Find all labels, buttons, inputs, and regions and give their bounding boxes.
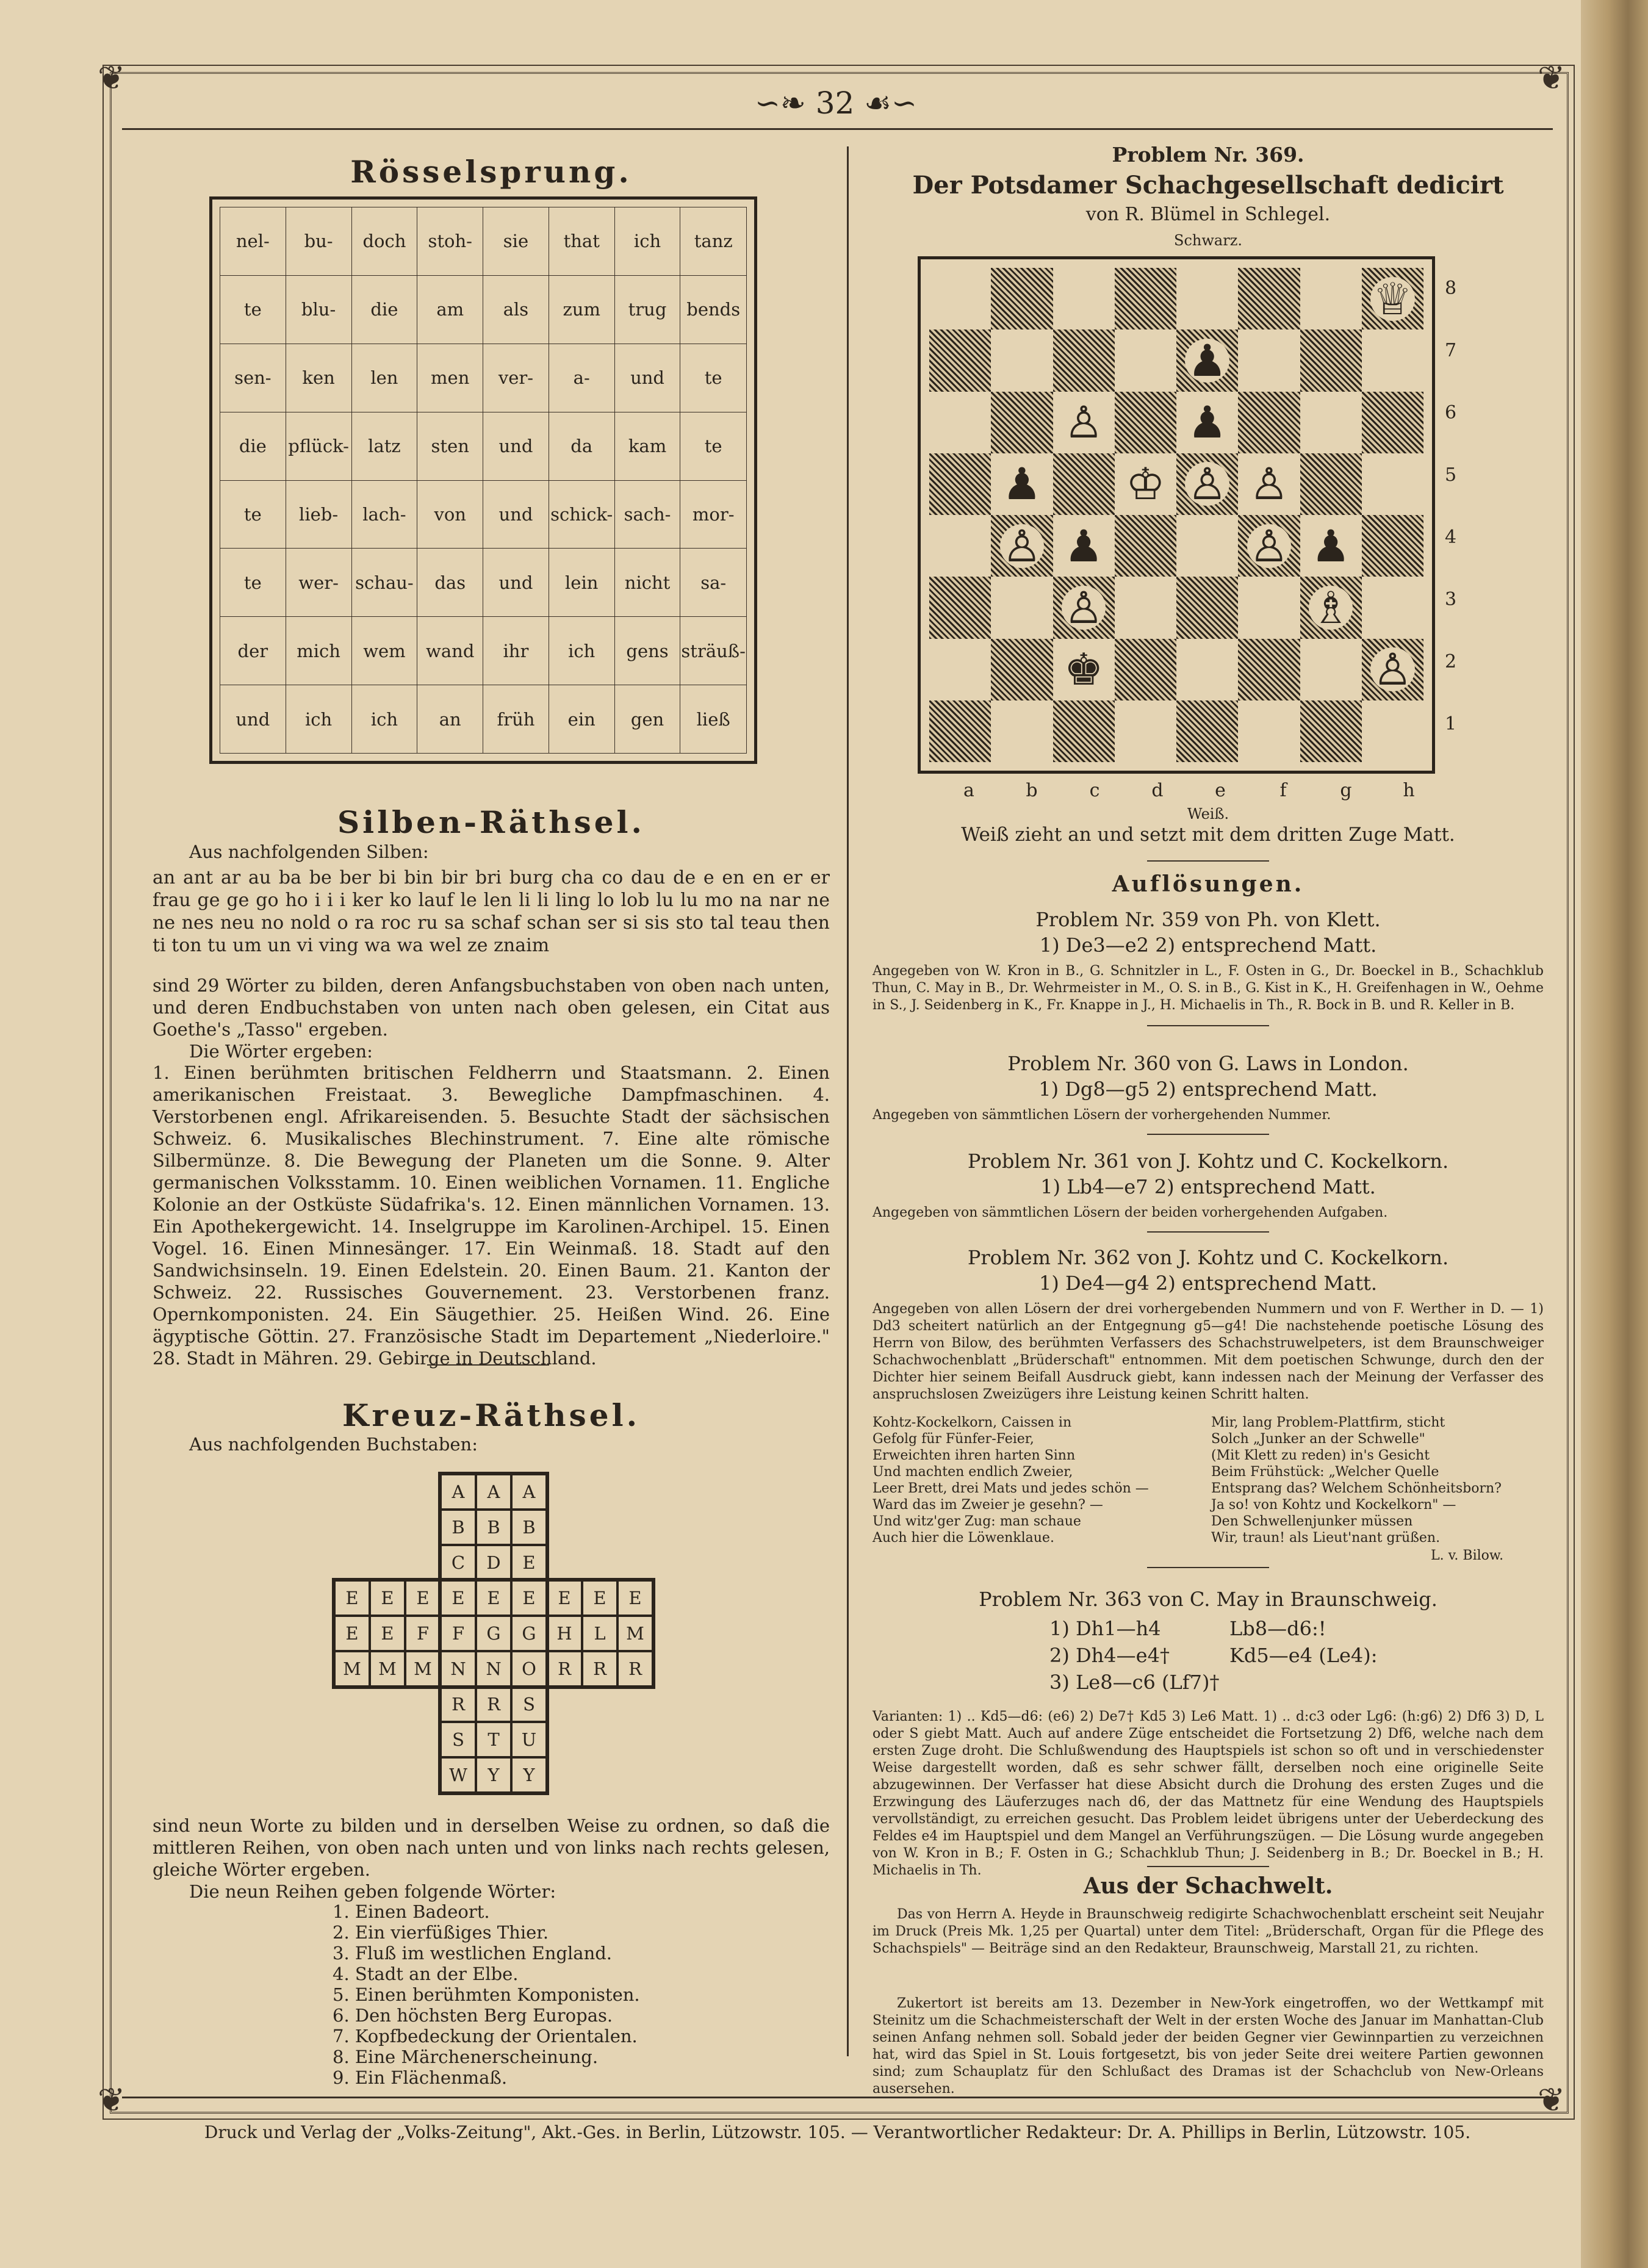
board-square-e1	[1176, 700, 1238, 762]
knight-grid-cell: bu-	[286, 207, 351, 276]
knight-grid-cell: wem	[351, 617, 417, 685]
knight-grid-cell: nicht	[614, 549, 680, 617]
board-square-c1	[1053, 700, 1115, 762]
cross-cell: F	[441, 1616, 476, 1651]
solution-360-solvers: Angegeben von sämmtlichen Lösern der vorhergehenden Nummer.	[873, 1107, 1331, 1123]
knight-grid-cell: pflück-	[286, 412, 351, 480]
cross-cell: H	[547, 1616, 582, 1651]
board-square-b1	[991, 700, 1052, 762]
cross-cell: W	[441, 1757, 476, 1793]
file-label: d	[1151, 780, 1164, 801]
cross-cell: U	[511, 1722, 547, 1757]
black-pawn-g4-icon: ♟	[1300, 515, 1362, 577]
knight-grid-cell: te	[680, 344, 747, 412]
cross-cell: E	[370, 1580, 405, 1616]
solution-363-heading: Problem Nr. 363 von C. May in Braunschweig.	[979, 1588, 1438, 1611]
board-square-g7	[1300, 329, 1362, 391]
board-square-a6	[929, 392, 991, 453]
section-rule	[427, 1364, 549, 1366]
cross-cell: E	[511, 1580, 547, 1616]
knight-grid-cell: sträuß-	[680, 617, 747, 685]
cross-cell: C	[441, 1545, 476, 1580]
white-pawn-b4-icon: ♙	[991, 515, 1052, 577]
knight-grid-cell: te	[680, 412, 747, 480]
white-pawn-f4-icon: ♙	[1238, 515, 1300, 577]
knight-grid-cell: sie	[483, 207, 549, 276]
cross-cell: A	[441, 1474, 476, 1510]
cross-cell: G	[476, 1616, 511, 1651]
cross-cell: E	[370, 1616, 405, 1651]
knight-grid-cell: ken	[286, 344, 351, 412]
chess-world-paragraph-1: Das von Herrn A. Heyde in Braunschweig redigirte Schachwochenblatt erscheint seit Neujahr im Druck (Preis Mk. 1,25 per Quartal) unter dem Titel: „Brüderschaft, Organ für die Pflege des Schachspiels" — Beiträge sind an den Redakteur, Braunschweig, Marstall 21, zu richten.	[873, 1907, 1544, 1956]
cross-cell: Y	[476, 1757, 511, 1793]
syllable-list: an ant ar au ba be ber bi bin bir bri burg cha co dau de e en en er er frau ge ge go ho i i i ker ko lauf le len li li ling lo lob lu lu mo na nar ne ne nes neu no nold o ra roc ru sa schaf schan ser si sis sto tal teau then ti ton tu um un vi ving wa wa wel ze znaim	[153, 867, 830, 956]
knight-grid-cell: schick-	[549, 480, 614, 549]
solution-363-white-move: 1) Dh1—h4	[1049, 1617, 1161, 1640]
cross-cell: R	[617, 1651, 653, 1687]
knight-grid-cell: als	[483, 275, 549, 344]
solution-359-heading: Problem Nr. 359 von Ph. von Klett.	[1035, 908, 1381, 931]
cross-cell: R	[582, 1651, 617, 1687]
knight-grid-cell: ließ	[680, 685, 747, 754]
white-label: Weiß.	[1187, 805, 1229, 823]
knight-grid-cell: mich	[286, 617, 351, 685]
cross-cell: R	[441, 1687, 476, 1722]
cross-clue: 5. Einen berühmten Komponisten.	[333, 1984, 640, 2005]
solution-360-moves: 1) Dg8—g5 2) entsprechend Matt.	[1038, 1078, 1378, 1101]
file-label: e	[1215, 780, 1226, 801]
board-square-e8	[1176, 268, 1238, 329]
cross-outline	[332, 1578, 655, 1689]
board-square-h1	[1362, 700, 1423, 762]
cross-cell: E	[617, 1580, 653, 1616]
cross-cell: E	[334, 1616, 370, 1651]
solution-361-solvers: Angegeben von sämmtlichen Lösern der beiden vorhergehenden Aufgaben.	[873, 1205, 1388, 1220]
board-square-d2	[1115, 639, 1176, 700]
solution-363-black-move: Lb8—d6:!	[1229, 1617, 1326, 1640]
knight-grid-cell: schau-	[351, 549, 417, 617]
syllable-intro: Aus nachfolgenden Silben:	[189, 841, 429, 862]
cross-clue: 4. Stadt an der Elbe.	[333, 1964, 519, 1984]
problem-title: Problem Nr. 369.	[1112, 143, 1304, 167]
solution-362-heading: Problem Nr. 362 von J. Kohtz und C. Kockelkorn.	[967, 1246, 1449, 1269]
board-square-h5	[1362, 453, 1423, 515]
board-square-g6	[1300, 392, 1362, 453]
cross-cell: E	[441, 1580, 476, 1616]
board-square-f2	[1238, 639, 1300, 700]
section-rule	[1147, 1134, 1269, 1135]
solution-359-solvers: Angegeben von W. Kron in B., G. Schnitzler in L., F. Osten in G., Dr. Boeckel in B., Schachklub Thun, C. May in B., Dr. Wehrmeister in M., O. S. in B., G. Kist in K., H. Greifenhagen in W., Oehme in S., J. Seidenberg in K., Fr. Knappe in J., H. Michaelis in Th., R. Bock in B. und R. Keller in B.	[873, 963, 1544, 1013]
chess-world-title: Aus der Schachwelt.	[1083, 1873, 1333, 1899]
knight-grid-cell: von	[417, 480, 483, 549]
board-square-a3	[929, 577, 991, 638]
cross-cell: M	[370, 1651, 405, 1687]
solution-360-heading: Problem Nr. 360 von G. Laws in London.	[1007, 1052, 1409, 1075]
board-square-h7	[1362, 329, 1423, 391]
solution-362-notes: Angegeben von allen Lösern der drei vorhergebenden Nummern und von F. Werther in D. — 1) Dd3 scheitert natürlich an der Entgegnung g5—g4! Die nachstehende poetische Lösung des Herrn von Bilow, des berühmten Verfassers des Schachstruwelpeters, ist dem Braunschweiger Schachwochenblatt „Brüderschaft" entnommen. Mit dem poetischen Schwunge, durch den der Dichter hier seinem Beifall Ausdruck giebt, kann indessen nach der Meinung der Verfasser des anspruchslosen Zweizügers ihre Leistung keinen Schritt halten.	[873, 1301, 1544, 1402]
board-square-h6	[1362, 392, 1423, 453]
cross-cell: S	[511, 1687, 547, 1722]
problem-author: von R. Blümel in Schlegel.	[1085, 204, 1331, 225]
white-queen-h8-icon: ♕	[1362, 268, 1423, 329]
cross-clue: 7. Kopfbedeckung der Orientalen.	[333, 2026, 638, 2047]
cross-cell: F	[405, 1616, 441, 1651]
corner-ornament-icon: ❦	[98, 59, 126, 97]
cross-cell: A	[476, 1474, 511, 1510]
black-pawn-b5-icon: ♟	[991, 453, 1052, 515]
section-rule	[1147, 1567, 1269, 1568]
knight-grid-cell: und	[220, 685, 286, 754]
cross-clue: 9. Ein Flächenmaß.	[333, 2067, 508, 2088]
rank-label: 6	[1445, 402, 1457, 423]
black-king-c2-icon: ♚	[1053, 639, 1115, 700]
board-square-a8	[929, 268, 991, 329]
knight-grid-cell: blu-	[286, 275, 351, 344]
knight-tour-title: Rösselsprung.	[350, 154, 632, 190]
column-divider	[847, 146, 849, 2056]
solution-363-black-move: Kd5—e4 (Le4):	[1229, 1644, 1378, 1667]
knight-grid-cell: das	[417, 549, 483, 617]
header-rule	[122, 128, 1553, 130]
cross-clues	[333, 1901, 640, 2088]
board-square-e3	[1176, 577, 1238, 638]
knight-grid-cell: nel-	[220, 207, 286, 276]
cross-cell: N	[476, 1651, 511, 1687]
knight-grid-cell: that	[549, 207, 614, 276]
white-pawn-c6-icon: ♙	[1053, 392, 1115, 453]
solution-359-moves: 1) De3—e2 2) entsprechend Matt.	[1039, 934, 1377, 957]
board-square-b6	[991, 392, 1052, 453]
knight-grid-cell: lieb-	[286, 480, 351, 549]
board-square-a4	[929, 515, 991, 577]
board-square-b7	[991, 329, 1052, 391]
knight-grid-cell: wer-	[286, 549, 351, 617]
black-pawn-e7-icon: ♟	[1176, 329, 1238, 391]
rank-label: 2	[1445, 651, 1457, 672]
board-square-h3	[1362, 577, 1423, 638]
cross-clue: 2. Ein vierfüßiges Thier.	[333, 1922, 549, 1943]
black-pawn-e6-icon: ♟	[1176, 392, 1238, 453]
cross-cell: L	[582, 1616, 617, 1651]
knight-grid-cell: sa-	[680, 549, 747, 617]
board-square-d7	[1115, 329, 1176, 391]
board-square-d3	[1115, 577, 1176, 638]
file-label: g	[1340, 780, 1352, 801]
rank-label: 1	[1445, 713, 1457, 735]
knight-grid-cell: lach-	[351, 480, 417, 549]
cross-cell: M	[617, 1616, 653, 1651]
syllable-puzzle-title: Silben-Räthsel.	[337, 804, 645, 840]
cross-cell: R	[476, 1687, 511, 1722]
cross-clue: 1. Einen Badeort.	[333, 1901, 490, 1922]
cross-cell: E	[334, 1580, 370, 1616]
solution-361-heading: Problem Nr. 361 von J. Kohtz und C. Kockelkorn.	[967, 1150, 1449, 1173]
poem-right: Mir, lang Problem-Plattfirm, sticht Solch „Junker an der Schwelle" (Mit Klett zu reden) in's Gesicht Beim Frühstück: „Welcher Quelle Entsprang das? Welchem Schönheitsborn? Ja so! von Kohtz und Kockelkorn" — Den Schwellenjunker müssen Wir, traun! als Lieut'nant grüßen.	[1211, 1415, 1502, 1546]
rank-label: 3	[1445, 589, 1457, 610]
cross-cell: E	[476, 1580, 511, 1616]
cross-clue: 3. Fluß im westlichen England.	[333, 1943, 613, 1964]
knight-grid-cell: mor-	[680, 480, 747, 549]
cross-clue: 8. Eine Märchenerscheinung.	[333, 2047, 599, 2067]
white-king-d5-icon: ♔	[1115, 453, 1176, 515]
knight-grid-cell: ein	[549, 685, 614, 754]
board-square-a1	[929, 700, 991, 762]
cross-cell: Y	[511, 1757, 547, 1793]
knight-grid-cell: stoh-	[417, 207, 483, 276]
white-pawn-e5-icon: ♙	[1176, 453, 1238, 515]
cross-intro: Aus nachfolgenden Buchstaben:	[189, 1434, 478, 1455]
cross-cell: E	[511, 1545, 547, 1580]
knight-grid-cell: te	[220, 275, 286, 344]
board-square-c5	[1053, 453, 1115, 515]
knight-grid-cell: doch	[351, 207, 417, 276]
cross-cell: N	[441, 1651, 476, 1687]
cross-description: sind neun Worte zu bilden und in derselben Weise zu ordnen, so daß die mittleren Reihen, von oben nach unten und von links nach rechts gelesen, gleiche Wörter ergeben. Die neun Reihen geben folgende Wörter:	[153, 1815, 830, 1902]
knight-grid-cell: len	[351, 344, 417, 412]
knight-grid-cell: te	[220, 549, 286, 617]
knight-grid-cell: sach-	[614, 480, 680, 549]
corner-ornament-icon: ❦	[1538, 59, 1566, 97]
file-label: a	[963, 780, 974, 801]
knight-grid-cell: zum	[549, 275, 614, 344]
footer-rule	[122, 2097, 1553, 2098]
corner-ornament-icon: ❦	[98, 2081, 126, 2119]
board-square-c7	[1053, 329, 1115, 391]
board-square-e4	[1176, 515, 1238, 577]
knight-grid-cell: ich	[614, 207, 680, 276]
cross-cell: R	[547, 1651, 582, 1687]
board-square-d6	[1115, 392, 1176, 453]
cross-cell: D	[476, 1545, 511, 1580]
cross-cell: E	[405, 1580, 441, 1616]
cross-cell: B	[441, 1510, 476, 1545]
knight-grid-cell: am	[417, 275, 483, 344]
knight-grid-cell: und	[483, 549, 549, 617]
cross-result-intro: Die neun Reihen geben folgende Wörter:	[189, 1881, 556, 1902]
knight-grid-cell: sten	[417, 412, 483, 480]
cross-puzzle-title: Kreuz-Räthsel.	[342, 1397, 641, 1433]
white-pawn-c3-icon: ♙	[1053, 577, 1115, 638]
board-square-a7	[929, 329, 991, 391]
section-rule	[1147, 1866, 1269, 1867]
board-square-g8	[1300, 268, 1362, 329]
knight-grid-cell: früh	[483, 685, 549, 754]
cross-cell: G	[511, 1616, 547, 1651]
knight-grid-cell: ich	[286, 685, 351, 754]
knight-grid-cell: die	[351, 275, 417, 344]
knight-grid-cell: ver-	[483, 344, 549, 412]
white-bishop-g3-icon: ♗	[1300, 577, 1362, 638]
board-square-b8	[991, 268, 1052, 329]
board-square-f6	[1238, 392, 1300, 453]
knight-grid-cell: und	[614, 344, 680, 412]
knight-grid-cell: kam	[614, 412, 680, 480]
right-ornament-icon: ☙∽	[854, 85, 917, 121]
board-square-g1	[1300, 700, 1362, 762]
file-label: f	[1279, 780, 1287, 801]
imprint-footer: Druck und Verlag der „Volks-Zeitung", Akt.-Ges. in Berlin, Lützowstr. 105. — Verantwortlicher Redakteur: Dr. A. Phillips in Berlin, Lützowstr. 105.	[204, 2122, 1471, 2142]
board-square-e2	[1176, 639, 1238, 700]
board-square-h4	[1362, 515, 1423, 577]
solution-363-white-move: 3) Le8—c6 (Lf7)†	[1049, 1671, 1220, 1694]
knight-grid-cell: wand	[417, 617, 483, 685]
board-square-f3	[1238, 577, 1300, 638]
problem-dedication: Der Potsdamer Schachgesellschaft dedicirt	[912, 171, 1504, 200]
cross-cell: O	[511, 1651, 547, 1687]
cross-cell: S	[441, 1722, 476, 1757]
knight-grid-cell: ich	[351, 685, 417, 754]
cross-cell: E	[547, 1580, 582, 1616]
solution-363-notes: Varianten: 1) .. Kd5—d6: (e6) 2) De7† Kd5 3) Le6 Matt. 1) .. d:c3 oder Lg6: (h:g6) 2) Df6 3) D, L oder S giebt Matt. Auch auf andere Züge entscheidet die Fortsetzung 2) Df6, welche nach dem ersten Zuge droht. Die Schlußwendung des Hauptspiels ist schon so oft und in verschiedenster Weise dargestellt worden, daß es sehr schwer fällt, derselben noch eine originelle Seite abzugewinnen. Der Verfasser hat diese Absicht durch die Drohung des ersten Zuges und die Erzwingung des Läuferzuges nach d6, der das Mattnetz für eine Wendung des Hauptspiels vervollständigt, zu erreichen gesucht. Das Problem leidet übrigens unter der Ueberdeckung des Feldes e4 im Hauptspiel und dem Mangel an Verführungszügen. — Die Lösung wurde angegeben von W. Kron in B.; F. Osten in G.; Schachklub Thun; J. Seidenberg in B.; Dr. Boeckel in B.; H. Michaelis in Th.	[873, 1709, 1544, 1878]
knight-grid-cell: a-	[549, 344, 614, 412]
section-rule	[1147, 1231, 1269, 1233]
corner-ornament-icon: ❦	[1538, 2081, 1566, 2119]
syllable-result-intro: Die Wörter ergeben:	[189, 1041, 373, 1062]
knight-grid-cell: latz	[351, 412, 417, 480]
knight-grid-cell: die	[220, 412, 286, 480]
cross-puzzle-grid	[329, 1469, 654, 1808]
knight-grid-cell: da	[549, 412, 614, 480]
knight-grid-cell: und	[483, 480, 549, 549]
file-label: c	[1089, 780, 1100, 801]
board-square-g2	[1300, 639, 1362, 700]
chess-board	[918, 256, 1435, 774]
rank-label: 8	[1445, 278, 1457, 299]
board-square-d8	[1115, 268, 1176, 329]
knight-grid-cell: tanz	[680, 207, 747, 276]
board-square-b2	[991, 639, 1052, 700]
file-label: b	[1026, 780, 1038, 801]
knight-grid-cell: der	[220, 617, 286, 685]
syllable-description: sind 29 Wörter zu bilden, deren Anfangsbuchstaben von oben nach unten, und deren Endbuchstaben von unten nach oben gelesen, ein Citat aus Goethe's „Tasso" ergeben. Die Wörter ergeben:	[153, 975, 830, 1062]
cross-cell: B	[476, 1510, 511, 1545]
knight-grid-cell: ich	[549, 617, 614, 685]
knight-grid-cell: lein	[549, 549, 614, 617]
knight-grid-cell: gens	[614, 617, 680, 685]
board-square-f1	[1238, 700, 1300, 762]
white-pawn-f5-icon: ♙	[1238, 453, 1300, 515]
board-square-a5	[929, 453, 991, 515]
knight-grid-cell: trug	[614, 275, 680, 344]
cross-cell: E	[582, 1580, 617, 1616]
white-pawn-h2-icon: ♙	[1362, 639, 1423, 700]
board-square-b3	[991, 577, 1052, 638]
knight-grid-cell: an	[417, 685, 483, 754]
page-edge	[1581, 0, 1648, 2268]
black-pawn-c4-icon: ♟	[1053, 515, 1115, 577]
board-square-g5	[1300, 453, 1362, 515]
rank-label: 7	[1445, 340, 1457, 361]
knight-grid-cell: sen-	[220, 344, 286, 412]
rank-label: 4	[1445, 527, 1457, 548]
knight-grid-cell: ihr	[483, 617, 549, 685]
board-square-f7	[1238, 329, 1300, 391]
solutions-title: Auflösungen.	[1112, 871, 1304, 897]
knight-grid-cell: men	[417, 344, 483, 412]
board-square-c8	[1053, 268, 1115, 329]
solution-363-white-move: 2) Dh4—e4†	[1049, 1644, 1170, 1667]
knight-grid-cell: te	[220, 480, 286, 549]
board-square-a2	[929, 639, 991, 700]
solution-362-moves: 1) De4—g4 2) entsprechend Matt.	[1038, 1272, 1377, 1295]
cross-cell: M	[405, 1651, 441, 1687]
knight-tour-grid	[209, 196, 757, 764]
rank-label: 5	[1445, 464, 1457, 486]
cross-cell: T	[476, 1722, 511, 1757]
poem-left: Kohtz-Kockelkorn, Caissen in Gefolg für Fünfer-Feier, Erweichten ihren harten Sinn Und machten endlich Zweier, Leer Brett, drei Mats und jedes schön — Ward das im Zweier je gesehn? — Und witz'ger Zug: man schaue Auch hier die Löwenklaue.	[873, 1415, 1149, 1546]
left-ornament-icon: ∽❧	[755, 85, 816, 121]
cross-clue: 6. Den höchsten Berg Europas.	[333, 2005, 613, 2026]
board-square-d4	[1115, 515, 1176, 577]
problem-task: Weiß zieht an und setzt mit dem dritten Zuge Matt.	[961, 824, 1455, 846]
syllable-clues: 1. Einen berühmten britischen Feldherrn und Staatsmann. 2. Einen amerikanischen Freistaat. 3. Bewegliche Dampfmaschinen. 4. Verstorbenen engl. Afrikareisenden. 5. Besuchte Stadt der sächsischen Schweiz. 6. Musikalisches Blechinstrument. 7. Eine alte römische Silbermünze. 8. Die Bewegung der Planeten um die Sonne. 9. Alter germanischen Volksstamm. 10. Einen weiblichen Vornamen. 11. Engliche Kolonie an der Ostküste Südafrika's. 12. Einen männlichen Vornamen. 13. Ein Apothekergewicht. 14. Inselgruppe im Karolinen-Archipel. 15. Einen Vogel. 16. Einen Minnesänger. 17. Ein Weinmaß. 18. Stadt auf den Sandwichsinseln. 19. Einen Edelstein. 20. Einen Baum. 21. Kanton der Schweiz. 22. Russisches Gouvernement. 23. Verstorbenen franz. Opernkomponisten. 24. Ein Säugethier. 25. Heißen Wind. 26. Eine ägyptische Göttin. 27. Französische Stadt im Departement „Niederloire." 28. Stadt in Mähren. 29. Gebirge in Deutschland.	[153, 1062, 830, 1369]
knight-grid-cell: bends	[680, 275, 747, 344]
file-label: h	[1403, 780, 1415, 801]
solution-361-moves: 1) Lb4—e7 2) entsprechend Matt.	[1040, 1175, 1376, 1198]
chess-world-paragraph-2: Zukertort ist bereits am 13. Dezember in New-York eingetroffen, wo der Wettkampf mit Steinitz um die Schachmeisterschaft der Welt in der ersten Woche des Januar im Manhattan-Club seinen Anfang nehmen soll. Sobald jeder der beiden Gegner vier Gewinnpartien zu verzeichnen hat, wird das Spiel in St. Louis fortgesetzt, bis von jeder Seite drei weitere Partien gewonnen sind; zum Schauplatz für den Schlußact des Dramas ist der Schachclub von New-Orleans ausersehen.	[873, 1996, 1544, 2097]
knight-grid-cell: und	[483, 412, 549, 480]
board-square-f8	[1238, 268, 1300, 329]
cross-cell: B	[511, 1510, 547, 1545]
knight-grid-cell: gen	[614, 685, 680, 754]
cross-cell: M	[334, 1651, 370, 1687]
black-label: Schwarz.	[1174, 232, 1242, 249]
section-rule	[1147, 860, 1269, 862]
poem-signature: L. v. Bilow.	[1431, 1548, 1504, 1563]
board-square-d1	[1115, 700, 1176, 762]
cross-cell: A	[511, 1474, 547, 1510]
page-number: ∽❧ 32 ☙∽	[755, 85, 917, 121]
section-rule	[1147, 1025, 1269, 1026]
